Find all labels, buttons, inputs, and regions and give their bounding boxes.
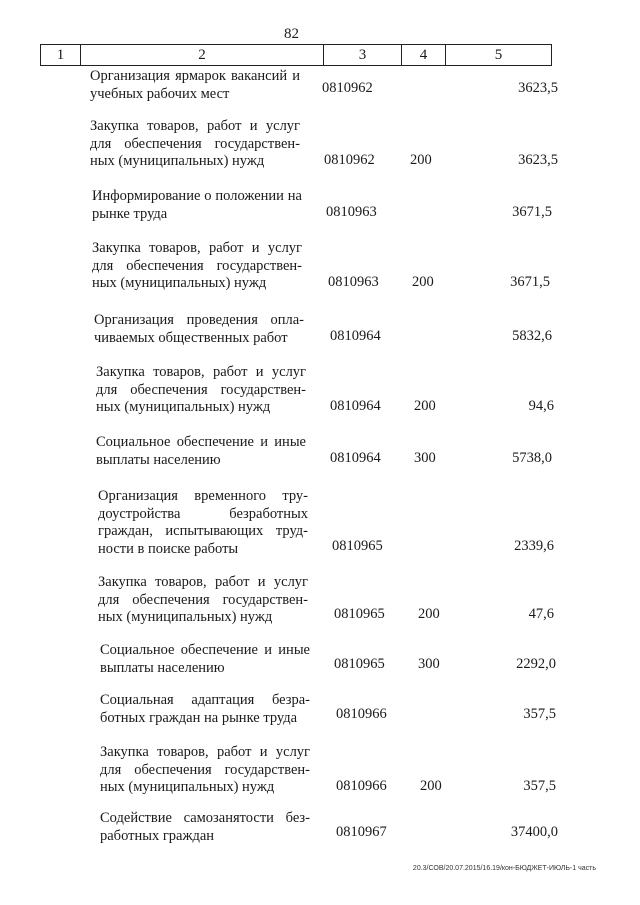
row-code: 0810962 [324,152,375,168]
row-amount: 3623,5 [518,152,558,168]
table-header [40,44,552,66]
row-amount: 5832,6 [512,328,552,344]
row-code: 0810964 [330,328,381,344]
row-code: 0810964 [330,398,381,414]
row-amount: 357,5 [523,778,556,794]
row-code: 0810963 [328,274,379,290]
page-number: 82 [284,26,299,42]
header-col-5: 5 [494,46,503,63]
row-amount: 357,5 [523,706,556,722]
row-code: 0810964 [330,450,381,466]
row-type: 200 [418,606,440,622]
row-type: 200 [410,152,432,168]
footer-stamp: 20.3/СОВ/20.07.2015/16.19/кон-БЮДЖЕТ-ИЮЛЬ-1 часть [412,865,596,872]
row-description: Закупка товаров, работ и услуг для обеспечения государствен- ных (муниципальных) нужд [98,574,308,625]
row-description: Социальная адаптация безра- ботных граждан на рынке труда [100,692,310,726]
row-description: Закупка товаров, работ и услуг для обеспечения государствен- ных (муниципальных) нужд [90,118,300,169]
row-description: Закупка товаров, работ и услуг для обеспечения государствен- ных (муниципальных) нужд [96,364,306,415]
row-code: 0810966 [336,778,387,794]
row-code: 0810965 [332,538,383,554]
row-code: 0810965 [334,606,385,622]
row-code: 0810967 [336,824,387,840]
row-description: Закупка товаров, работ и услуг для обеспечения государствен- ных (муниципальных) нужд [100,744,310,795]
row-type: 300 [418,656,440,672]
row-amount: 2339,6 [514,538,554,554]
row-code: 0810965 [334,656,385,672]
row-code: 0810963 [326,204,377,220]
row-amount: 3671,5 [510,274,550,290]
row-type: 300 [414,450,436,466]
row-code: 0810962 [322,80,373,96]
row-amount: 2292,0 [516,656,556,672]
row-amount: 37400,0 [510,824,558,840]
header-col-3: 3 [324,45,402,65]
row-description: Организация временного тру- доустройства безработных граждан, испытывающих труд- ности в поиске работы [98,488,308,557]
row-description: Закупка товаров, работ и услуг для обеспечения государствен- ных (муниципальных) нужд [92,240,302,291]
row-amount: 47,6 [528,606,554,622]
row-amount: 3623,5 [518,80,558,96]
row-amount: 94,6 [528,398,554,414]
row-description: Организация ярмарок вакансий и учебных рабочих мест [90,68,300,102]
header-col-4: 4 [402,45,446,65]
header-col-2: 2 [81,45,324,65]
row-amount: 5738,0 [512,450,552,466]
row-amount: 3671,5 [512,204,552,220]
row-description: Организация проведения опла- чиваемых общественных работ [94,312,304,346]
header-col-1: 1 [41,45,81,65]
row-description: Социальное обеспечение и иные выплаты населению [96,434,306,468]
row-description: Социальное обеспечение и иные выплаты населению [100,642,310,676]
row-code: 0810966 [336,706,387,722]
row-description: Содействие самозанятости без- работных граждан [100,810,310,844]
row-type: 200 [414,398,436,414]
row-description: Информирование о положении на рынке труда [92,188,302,222]
row-type: 200 [412,274,434,290]
row-type: 200 [420,778,442,794]
